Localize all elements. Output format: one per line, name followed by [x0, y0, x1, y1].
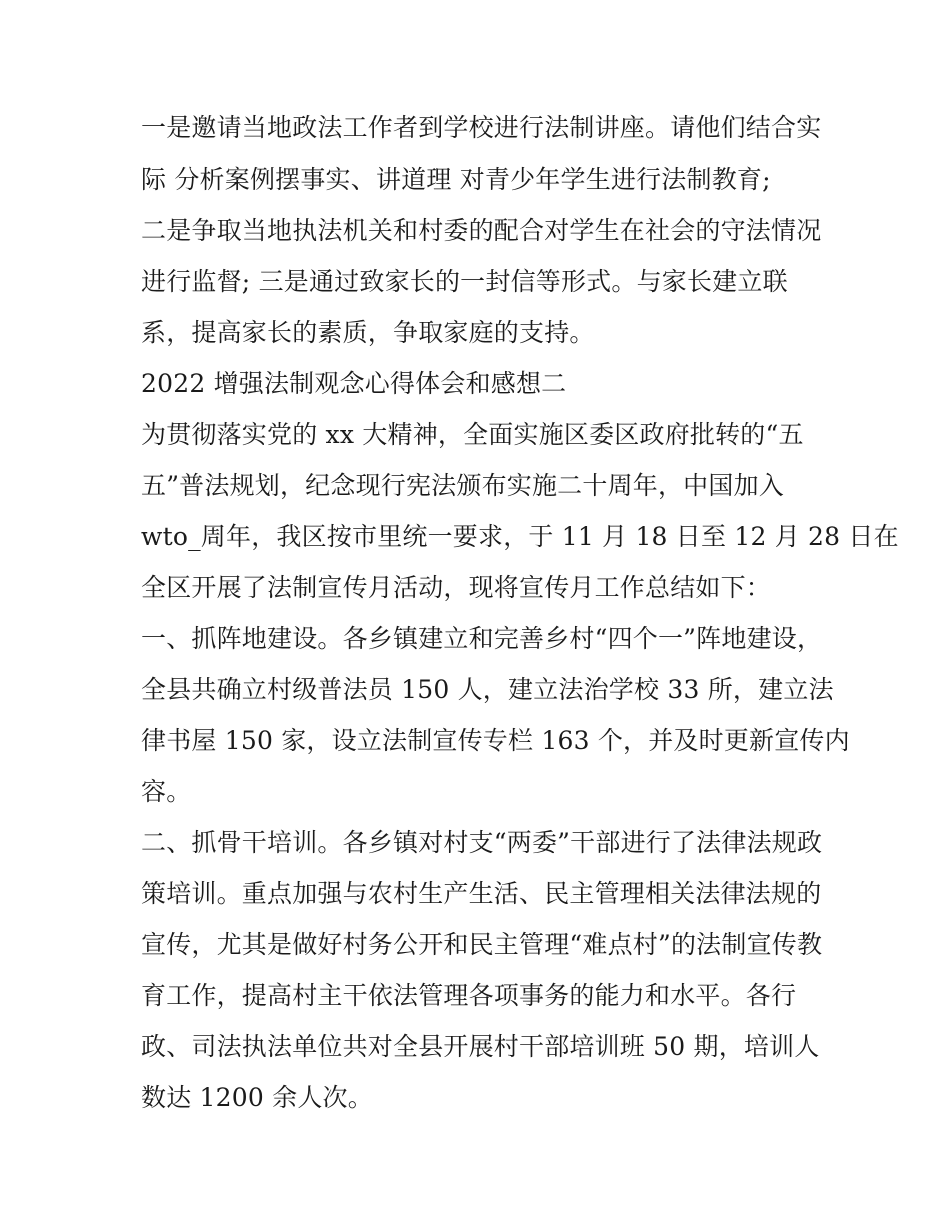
- text-line: 律书屋 150 家，设立法制宣传专栏 163 个，并及时更新宣传内: [141, 726, 850, 755]
- text-line: 际 分析案例摆事实、讲道理 对青少年学生进行法制教育;: [141, 165, 771, 194]
- text-line: 全县共确立村级普法员 150 人，建立法治学校 33 所，建立法: [141, 675, 834, 704]
- text-line: wto_周年，我区按市里统一要求，于 11 月 18 日至 12 月 28 日在: [141, 522, 899, 551]
- text-line: 政、司法执法单位共对全县开展村干部培训班 50 期，培训人: [141, 1032, 820, 1061]
- text-line: 系，提高家长的素质，争取家庭的支持。: [141, 318, 595, 347]
- text-line: 二是争取当地执法机关和村委的配合对学生在社会的守法情况: [141, 216, 822, 245]
- text-line: 一、抓阵地建设。各乡镇建立和完善乡村“四个一”阵地建设，: [141, 624, 823, 653]
- text-line: 全区开展了法制宣传月活动，现将宣传月工作总结如下：: [141, 573, 772, 602]
- text-line: 一是邀请当地政法工作者到学校进行法制讲座。请他们结合实: [141, 113, 822, 142]
- text-line: 为贯彻落实党的 xx 大精神，全面实施区委区政府批转的“五: [141, 420, 804, 449]
- text-line: 进行监督; 三是通过致家长的一封信等形式。与家长建立联: [141, 267, 788, 296]
- text-line: 育工作，提高村主干依法管理各项事务的能力和水平。各行: [141, 981, 797, 1010]
- section-heading: 2022 增强法制观念心得体会和感想二: [141, 369, 567, 398]
- text-line: 宣传，尤其是做好村务公开和民主管理“难点村”的法制宣传教: [141, 930, 823, 959]
- text-line: 策培训。重点加强与农村生产生活、民主管理相关法律法规的: [141, 879, 822, 908]
- text-line: 五”普法规划，纪念现行宪法颁布实施二十周年，中国加入: [141, 471, 784, 500]
- text-line: 二、抓骨干培训。各乡镇对村支“两委”干部进行了法律法规政: [141, 828, 823, 857]
- text-line: 数达 1200 余人次。: [141, 1083, 373, 1112]
- text-line: 容。: [141, 777, 192, 806]
